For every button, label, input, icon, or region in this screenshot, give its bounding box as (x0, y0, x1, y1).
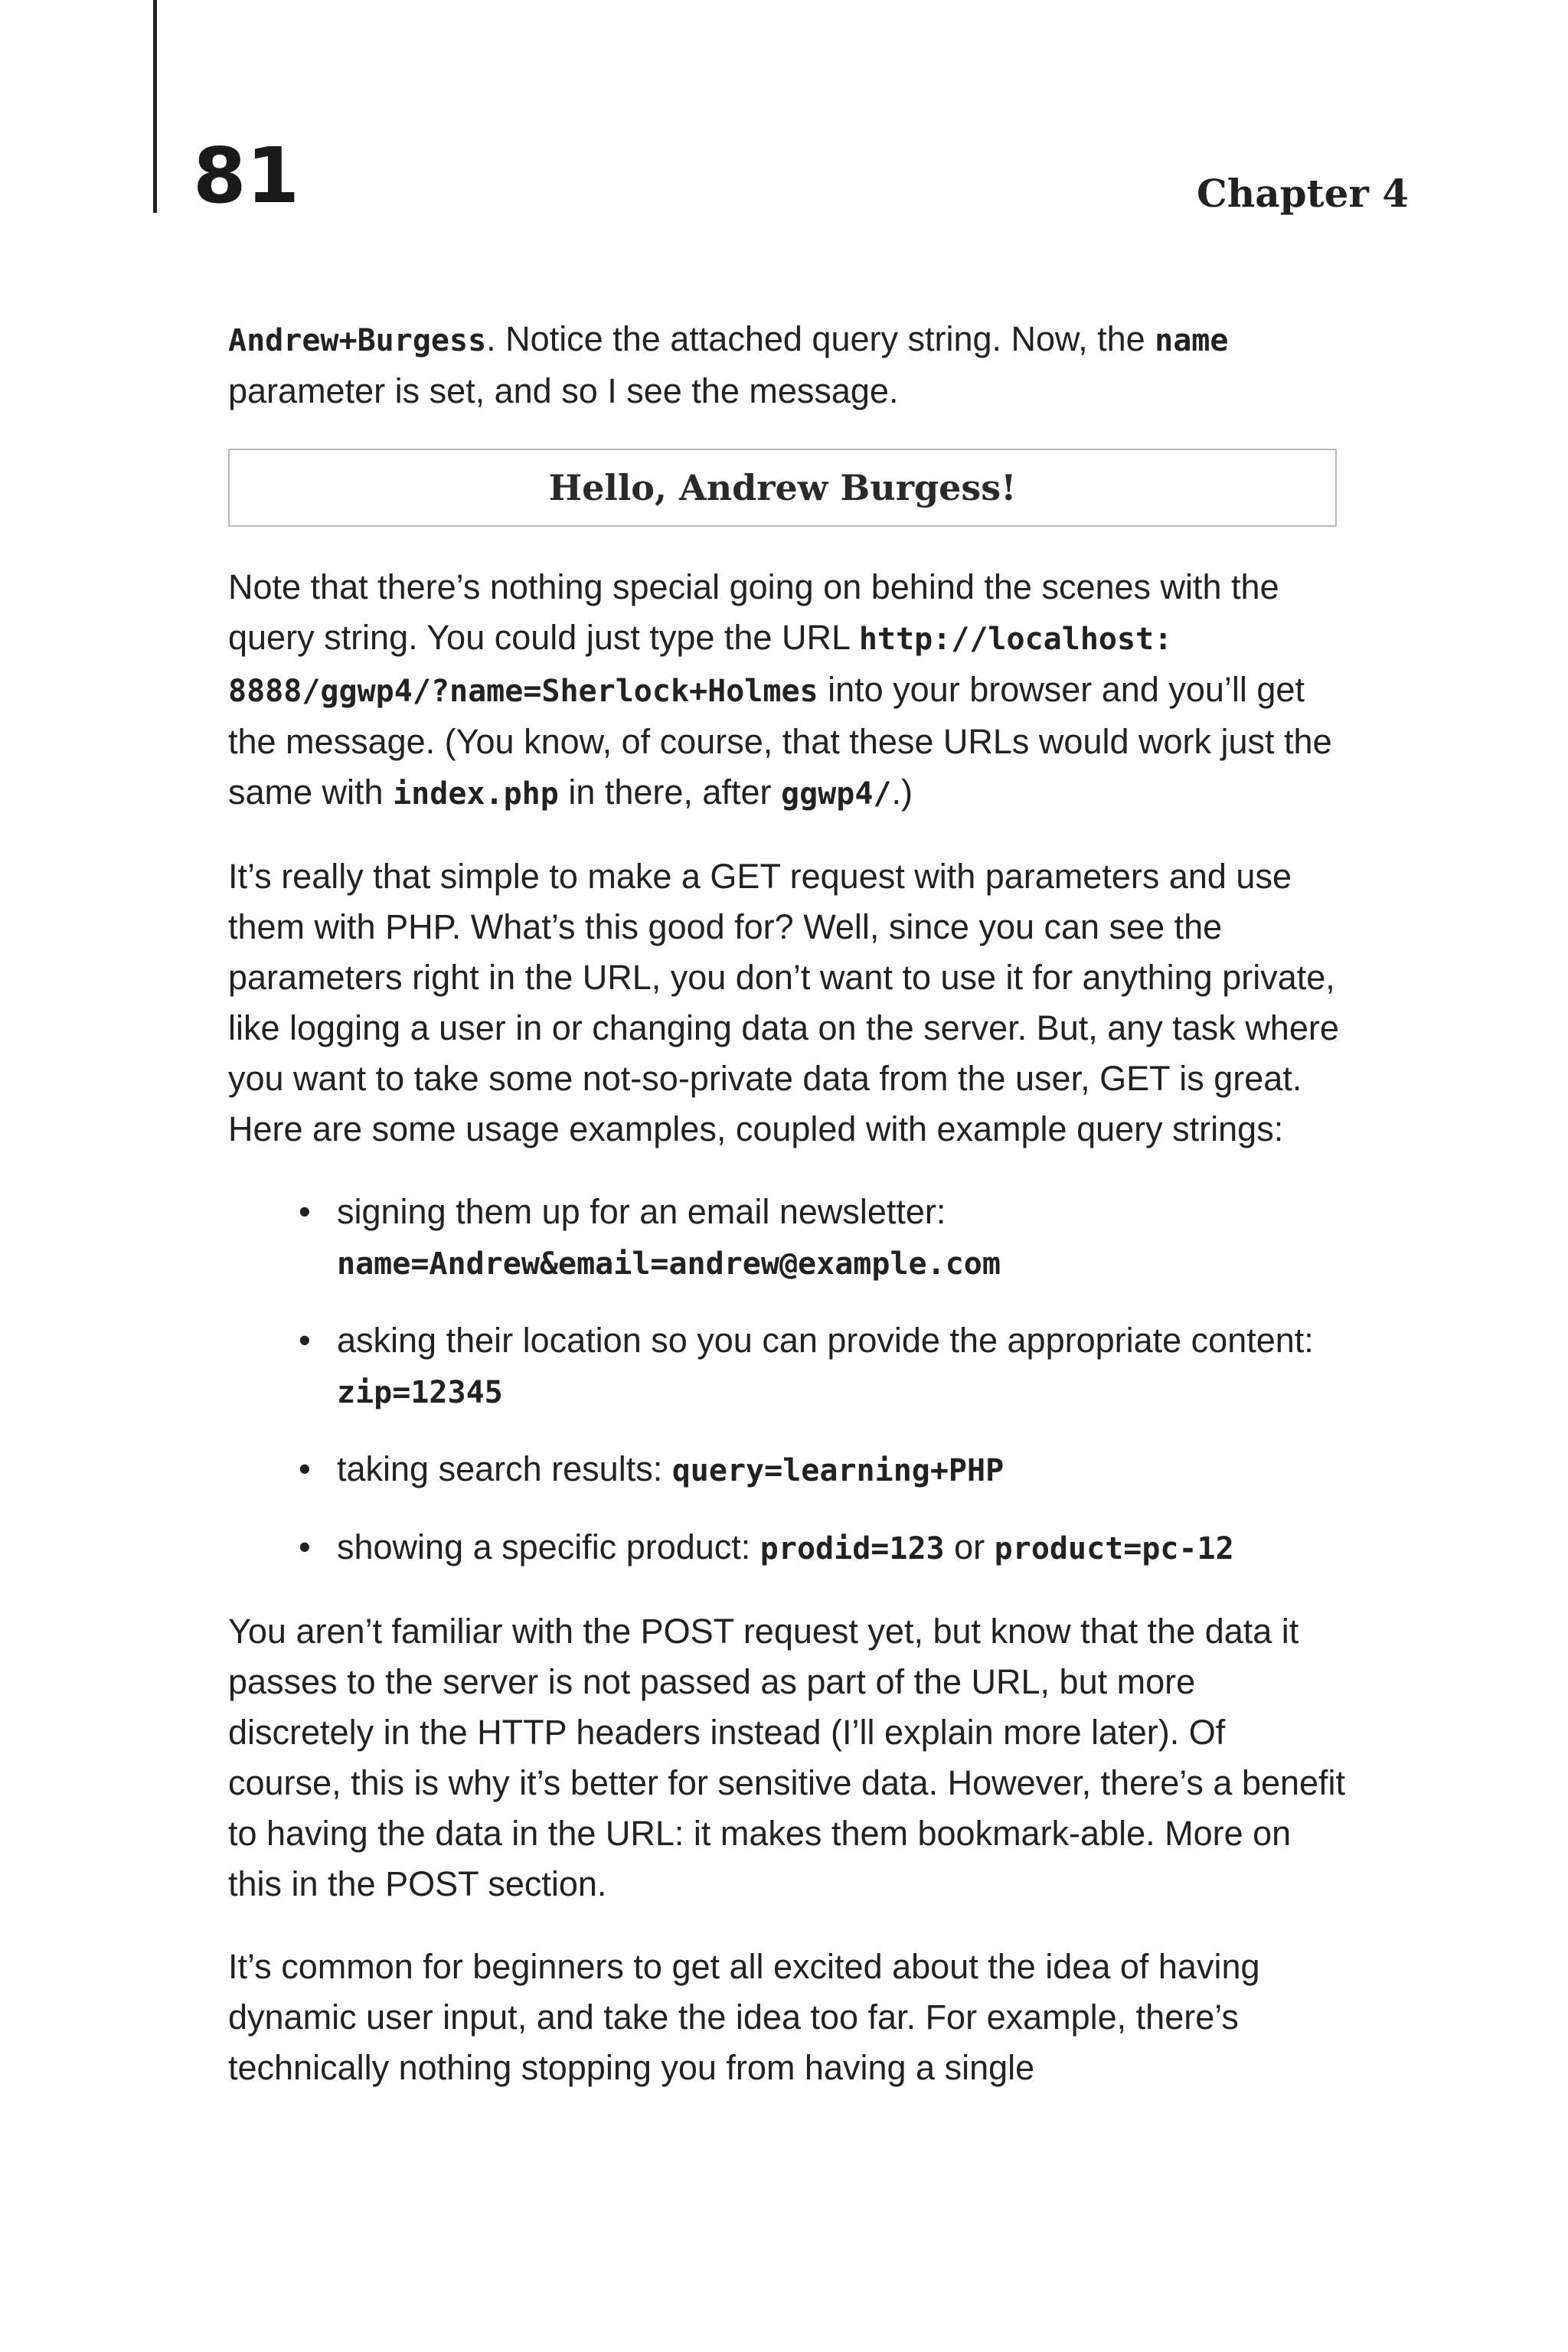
code-snippet: Andrew+Burgess (228, 323, 487, 358)
usage-examples-list (228, 1187, 1346, 1574)
list-item: • showing a specific product: prodid=123 or product=pc-12 (228, 1522, 1346, 1574)
browser-output-box (228, 449, 1337, 527)
code-url: 8888/ggwp4/?name=Sherlock+Holmes (228, 674, 818, 709)
list-item: • signing them up for an email newsletter: name=Andrew&email=andrew@example.com (228, 1187, 1346, 1289)
chapter-label: Chapter 4 (1197, 171, 1409, 216)
code-snippet: ggwp4/ (780, 776, 892, 812)
body-text (228, 314, 1346, 2125)
paragraph-2: Note that there’s nothing special going on behind the scenes with the query string. You could just type the URL http://localhost: 8888/ggwp4/?name=Sherlock+Holmes into your browser and you’ll get the message. (You know, of course, that these URLs would work just the same with index.php in there, after ggwp4/.) (228, 567, 1332, 812)
code-snippet: query=learning+PHP (671, 1453, 1004, 1488)
page-number: 81 (193, 131, 300, 220)
paragraph-4: You aren’t familiar with the POST request yet, but know that the data it passes to the server is not passed as part of the URL, but more discretely in the HTTP headers instead (I’ll explain more later). Of course, this is why it’s better for sensitive data. However, there’s a benefit to having the data in the URL: it makes them bookmark-able. More on this in the POST section. (228, 1612, 1346, 1903)
list-item: • asking their location so you can provide the appropriate content: zip=12345 (228, 1315, 1346, 1418)
browser-output-text: Hello, Andrew Burgess! (548, 467, 1017, 508)
bullet-icon: • (299, 1321, 311, 1360)
code-snippet: prodid=123 (760, 1531, 945, 1566)
bullet-icon: • (299, 1192, 311, 1231)
code-url: http://localhost: (858, 622, 1173, 657)
bullet-icon: • (299, 1449, 311, 1488)
code-snippet: name (1155, 323, 1229, 358)
paragraph-3: It’s really that simple to make a GET request with parameters and use them with PHP. What’s this good for? Well, since you can see the parameters right in the URL, you don’t want to use it for anything private, like logging a user in or changing data on the server. But, any task where you want to take some not-so-private data from the user, GET is great. Here are some usage examples, coupled with example query strings: (228, 857, 1339, 1148)
code-snippet: product=pc-12 (994, 1531, 1234, 1566)
paragraph-1: Andrew+Burgess. Notice the attached query string. Now, the name parameter is set, and so I see the message. (228, 319, 1229, 410)
code-snippet: index.php (393, 776, 559, 812)
code-snippet: zip=12345 (337, 1375, 503, 1410)
margin-rule (153, 0, 157, 213)
list-item: • taking search results: query=learning+PHP (228, 1444, 1346, 1496)
code-snippet: name=Andrew&email=andrew@example.com (337, 1246, 1001, 1282)
paragraph-5: It’s common for beginners to get all excited about the idea of having dynamic user input, and take the idea too far. For example, there’s technically nothing stopping you from having a single (228, 1947, 1260, 2087)
bullet-icon: • (299, 1527, 311, 1566)
